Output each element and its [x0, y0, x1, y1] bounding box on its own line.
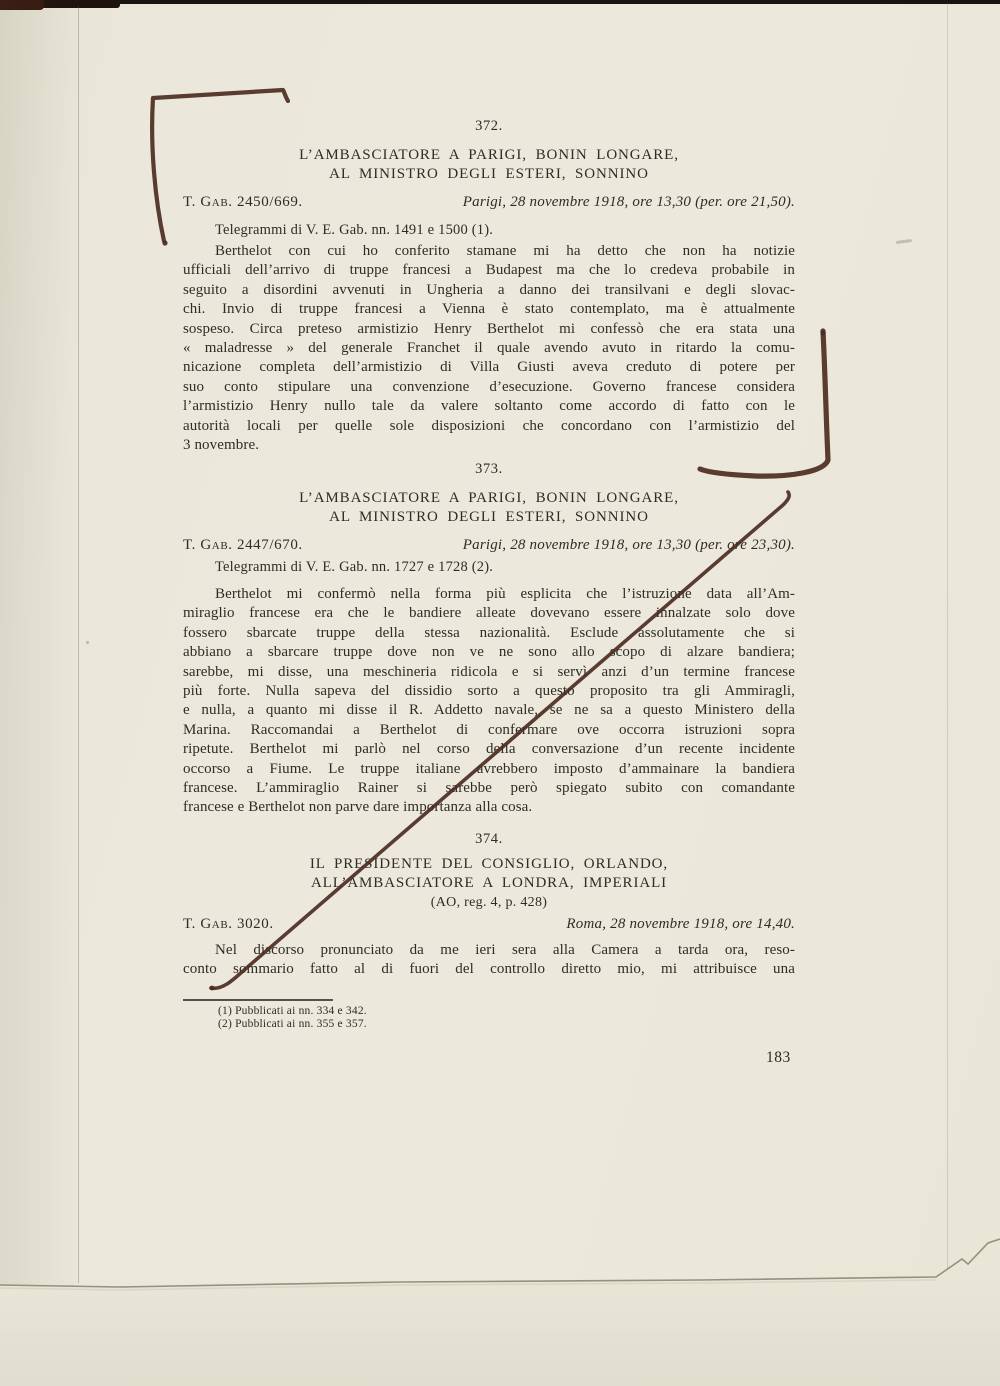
- text-line: Marina. Raccomandai a Berthelot di confermare ove occorra istruzioni sopra: [183, 721, 795, 738]
- protocol-number: T. Gab. 2447/670.: [183, 537, 303, 553]
- text-line: miraglio francese era che le bandiere alleate dovevano essere innalzate solo dove: [183, 605, 795, 622]
- pen-ink-blob: [210, 986, 215, 991]
- left-margin-shading: [0, 0, 84, 1386]
- pen-ink-blob: [820, 330, 825, 335]
- telegram-note: Telegrammi di V. E. Gab. nn. 1727 e 1728 (2).: [215, 559, 494, 575]
- dateline: Roma, 28 novembre 1918, ore 14,40.: [566, 916, 795, 932]
- text-line: abbiano a sbarcare truppe dove non ve ne sono allo scopo di alzare bandiera;: [183, 644, 795, 661]
- text-line: « maladresse » del generale Franchet il quale avendo avuto in ritardo la comu-: [183, 340, 795, 357]
- dateline: Parigi, 28 novembre 1918, ore 13,30 (per. ore 21,50).: [462, 194, 795, 210]
- protocol-number: T. Gab. 3020.: [183, 916, 274, 932]
- paper-crease-left: [78, 6, 79, 1283]
- text-line: occorso a Fiume. Le truppe italiane avrebbero imposto d’ammainare la bandiera: [183, 760, 795, 777]
- scanner-edge-strip: [0, 0, 1000, 4]
- text-line: chi. Invio di truppe francesi a Vienna è stato contemplato, ma è attualmente: [183, 301, 795, 318]
- text-line: nicazione completa dell’armistizio di Villa Giusti aveva creduto di potere per: [183, 359, 795, 376]
- telegram-note: Telegrammi di V. E. Gab. nn. 1491 e 1500 (1).: [215, 222, 494, 238]
- text-line: sarebbe, mi disse, una meschineria ridicola e si servì anzi d’un termine francese: [183, 663, 795, 680]
- reference-row: [183, 194, 795, 211]
- text-line: suo conto stipulare una convenzione d’esecuzione. Governo francese considera: [183, 378, 795, 395]
- reference-row: [183, 537, 795, 554]
- pen-ink-blob: [162, 240, 167, 245]
- text-line: seguito a disordini avvenuti in Ungheria a danno dei transilvani e degli slovac-: [183, 281, 795, 298]
- smudge-dot: [86, 641, 89, 644]
- text-line: e nulla, a quanto mi disse il R. Addetto navale, se ne sa a questo Ministero della: [183, 702, 795, 719]
- text-line: francese. L’ammiraglio Rainer si sarebbe però spiegato subito con comandante: [183, 780, 795, 797]
- text-line: autorità locali per quelle sole disposizioni che concordano con l’armistizio del: [183, 417, 795, 434]
- text-line: ripetute. Berthelot mi parlò nel corso della conversazione d’un recente incidente: [183, 741, 795, 758]
- page-number: 183: [766, 1049, 791, 1066]
- footnotes: [218, 1005, 367, 1032]
- text-line: 3 novembre.: [183, 437, 260, 454]
- text-line: Nel discorso pronunciato da me ieri sera alla Camera a tarda ora, reso-: [215, 942, 795, 958]
- reference-row: [183, 916, 795, 933]
- text-line: ufficiali dell’arrivo di truppe francesi a Budapest ma che lo credeva probabile in: [183, 262, 795, 279]
- bottom-shading: [0, 1276, 1000, 1386]
- paragraph: [183, 585, 795, 818]
- paragraph: [183, 941, 795, 980]
- document-heading-line: L’AMBASCIATORE A PARIGI, BONIN LONGARE,: [299, 490, 679, 506]
- document-heading-line: ALL’AMBASCIATORE A LONDRA, IMPERIALI: [310, 875, 668, 891]
- paper-crease-right: [947, 2, 948, 1275]
- dateline: Parigi, 28 novembre 1918, ore 13,30 (per. ore 23,30).: [462, 537, 795, 553]
- document-heading-line: L’AMBASCIATORE A PARIGI, BONIN LONGARE,: [299, 147, 679, 163]
- text-line: (1) Pubblicati ai nn. 334 e 342.: [218, 1005, 367, 1017]
- text-line: sospeso. Circa preteso armistizio Henry Berthelot mi confessò che era stata una: [183, 320, 795, 337]
- paragraph: [183, 242, 795, 455]
- document-heading-line: AL MINISTRO DEGLI ESTERI, SONNINO: [329, 509, 649, 525]
- document-number: 374.: [475, 831, 503, 847]
- text-line: francese e Berthelot non parve dare importanza alla cosa.: [183, 799, 533, 816]
- smudge-mark: [896, 239, 912, 244]
- text-line: (2) Pubblicati ai nn. 355 e 357.: [218, 1018, 367, 1031]
- text-line: conto sommario fatto al di fuori del controllo diretto mio, mi attribuisce una: [183, 961, 795, 978]
- text-line: fossero sbarcate truppe della stessa nazionalità. Esclude assolutamente che si: [183, 624, 795, 641]
- footnote-rule: [183, 999, 333, 1001]
- text-line: Berthelot mi confermò nella forma più esplicita che l’istruzione data all’Am-: [215, 586, 795, 602]
- archive-reference: (AO, reg. 4, p. 428): [430, 895, 548, 910]
- text-line: Berthelot con cui ho conferito stamane mi ha detto che non ha notizie: [215, 243, 795, 259]
- document-heading-line: AL MINISTRO DEGLI ESTERI, SONNINO: [329, 166, 649, 182]
- text-line: più forte. Nulla sapeva del dissidio sorto a questo proposito tra gli Ammiragli,: [183, 683, 795, 700]
- document-number: 373.: [475, 461, 503, 477]
- document-heading-line: IL PRESIDENTE DEL CONSIGLIO, ORLANDO,: [309, 856, 669, 872]
- document-number: 372.: [475, 118, 503, 134]
- protocol-number: T. Gab. 2450/669.: [183, 194, 303, 210]
- text-line: l’armistizio Henry nullo tale da valere soltanto come accordo di fatto con le: [183, 398, 795, 415]
